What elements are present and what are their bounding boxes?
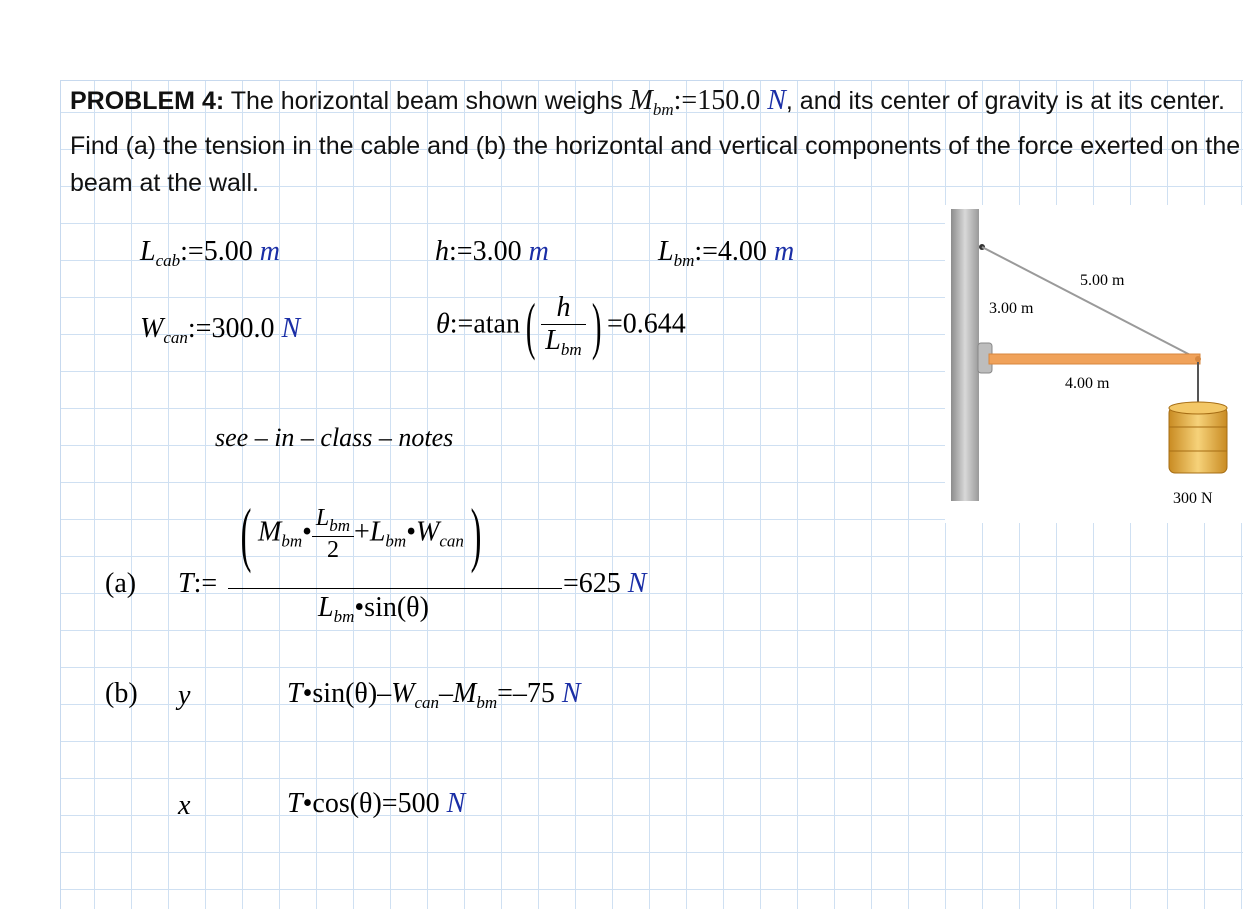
label-height: 3.00 m [989, 300, 1034, 317]
wall [951, 209, 979, 501]
part-a-label: (a) [105, 568, 137, 599]
beam-diagram [945, 205, 1243, 523]
part-b-label: (b) [105, 678, 138, 709]
def-h[interactable]: h:=3.00 m [435, 236, 549, 267]
beam-figure [945, 205, 1243, 523]
problem-statement [70, 82, 1243, 202]
label-load: 300 N [1173, 490, 1213, 507]
beam-weight-expression: $M_{bm}:=150.0$ N [629, 85, 786, 119]
def-lbm[interactable]: $L_{bm}:=4.00$ m [658, 236, 795, 270]
tension-result[interactable]: =625 N [563, 568, 647, 599]
label-cable: 5.00 m [1080, 272, 1125, 289]
tension-denominator: $L_{bm}•\sin(\theta)$ [318, 592, 429, 626]
problem-text-2: , and its center of gravity is at its center. Find (a) the tension in the cable and (b) the horizontal and vertical components of the force exerted on the beam at the wall. [70, 87, 1241, 197]
def-theta[interactable]: θ:=atan( $\frac{h}{L_{bm}}$ ) =0.644 [436, 290, 686, 361]
part-b-y-var: y [178, 680, 191, 711]
def-lcab[interactable]: $L_{cab}:=5.00$ m [140, 236, 280, 270]
problem-label: PROBLEM 4: [70, 87, 225, 115]
part-b-x-var: x [178, 790, 191, 821]
problem-text-1: The horizontal beam shown weighs [230, 87, 623, 115]
def-wcan[interactable]: $W_{can}:=300.0$ N [140, 313, 301, 347]
part-a-var: T:= [178, 568, 218, 599]
horizontal-component-expression[interactable]: T•cos(θ)=500 N [287, 788, 466, 819]
see-in-class-notes: see – in – class – notes [215, 423, 454, 452]
label-beam: 4.00 m [1065, 375, 1110, 392]
tension-fraction-bar [228, 588, 562, 589]
vertical-component-expression[interactable]: $T•\sin(\theta)-W_{can}-M_{bm}=-75$ N [287, 678, 581, 712]
can-load [1169, 402, 1227, 473]
beam-end-pin [1195, 356, 1201, 362]
beam [989, 354, 1200, 364]
theta-fraction: $\frac{h}{L_{bm}}$ [541, 292, 585, 360]
tension-numerator: ( $M_{bm}•$ $\frac{L_{bm}}{2}$ $+L_{bm}•W_{can}$) [240, 494, 482, 574]
